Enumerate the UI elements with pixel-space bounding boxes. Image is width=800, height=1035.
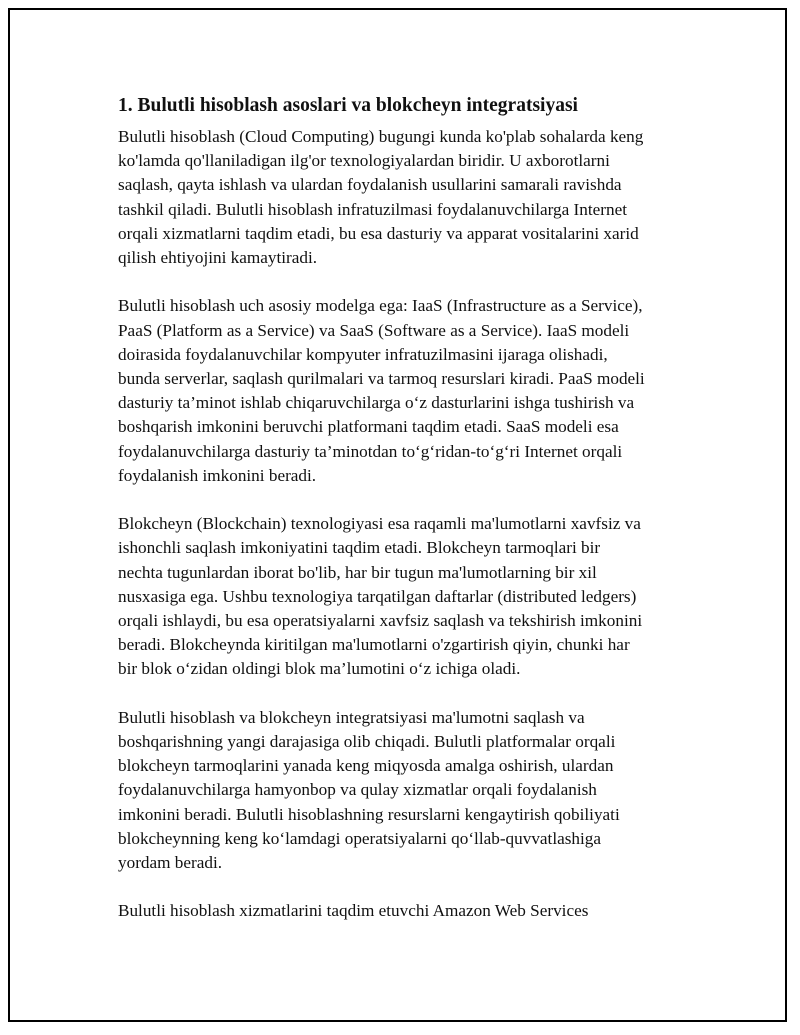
text-line: ishonchli saqlash imkoniyatini taqdim etadi. Blokcheyn tarmoqlari bir [118,538,601,558]
paragraph-blockchain [118,512,698,681]
text-line: Blokcheyn (Blockchain) texnologiyasi esa raqamli ma'lumotlarni xavfsiz va [118,514,641,534]
text-line: dasturiy ta’minot ishlab chiqaruvchilarga o‘z dasturlarini ishga tushirish va [118,393,635,413]
text-line: Bulutli hisoblash (Cloud Computing) bugungi kunda ko'plab sohalarda keng [118,127,644,146]
text-line: foydalanuvchilarga dasturiy ta’minotdan to‘g‘ridan-to‘g‘ri Internet orqali [118,441,623,461]
text-line: Bulutli hisoblash va blokcheyn integratsiyasi ma'lumotni saqlash va [118,707,585,727]
text-line: ko'lamda qo'llaniladigan ilg'or texnologiyalardan biridir. U axborotlarni [118,151,610,171]
text-line: imkonini beradi. Bulutli hisoblashning resurslarni kengaytirish qobiliyati [118,804,620,824]
text-line: Bulutli hisoblash xizmatlarini taqdim etuvchi Amazon Web Services [118,901,589,921]
text-line: bir blok o‘zidan oldingi blok ma’lumotini o‘z ichiga oladi. [118,659,521,679]
text-line: foydalanish imkonini beradi. [118,465,317,485]
text-line: qilish ehtiyojini kamaytiradi. [118,248,318,268]
text-line: saqlash, qayta ishlash va ulardan foydalanish usullarini samarali ravishda [118,175,622,195]
text-line: Bulutli hisoblash uch asosiy modelga ega: IaaS (Infrastructure as a Service), [118,296,643,316]
document-body [118,93,698,948]
text-line: boshqarish imkonini beruvchi platformani taqdim etadi. SaaS modeli esa [118,417,619,437]
text-line: foydalanuvchilarga hamyonbop va qulay xizmatlar orqali foydalanish [118,780,597,800]
text-line: nusxasiga ega. Ushbu texnologiya tarqatilgan daftarlar (distributed ledgers) [118,586,637,606]
paragraph-integration [118,706,698,875]
text-line: blokcheyn tarmoqlarini yanada keng miqyosda amalga oshirish, ulardan [118,756,614,776]
text-line: nechta tugunlardan iborat bo'lib, har bir tugun ma'lumotlarning bir xil [118,562,597,582]
paragraph-service-models [118,294,698,488]
text-line: PaaS (Platform as a Service) va SaaS (Software as a Service). IaaS modeli [118,320,630,340]
section-heading: 1. Bulutli hisoblash asoslari va blokcheyn integratsiyasi [118,95,578,116]
text-line: bunda serverlar, saqlash qurilmalari va tarmoq resurslari kiradi. PaaS modeli [118,369,645,389]
paragraph-cloud-intro [118,125,698,270]
paragraph-providers [118,899,698,923]
text-line: blokcheynning keng ko‘lamdagi operatsiyalarni qo‘llab-quvvatlashiga [118,828,602,848]
text-line: beradi. Blokcheynda kiritilgan ma'lumotlarni o'zgartirish qiyin, chunki har [118,635,630,655]
text-line: orqali xizmatlarni taqdim etadi, bu esa dasturiy va apparat vositalarini xarid [118,223,639,243]
text-line: boshqarishning yangi darajasiga olib chiqadi. Bulutli platformalar orqali [118,732,616,752]
text-line: yordam beradi. [118,853,223,873]
text-line: orqali ishlaydi, bu esa operatsiyalarni xavfsiz saqlash va tekshirish imkonini [118,611,643,631]
text-line: tashkil qiladi. Bulutli hisoblash infratuzilmasi foydalanuvchilarga Internet [118,199,627,219]
text-line: doirasida foydalanuvchilar kompyuter infratuzilmasini ijaraga olishadi, [118,344,608,364]
